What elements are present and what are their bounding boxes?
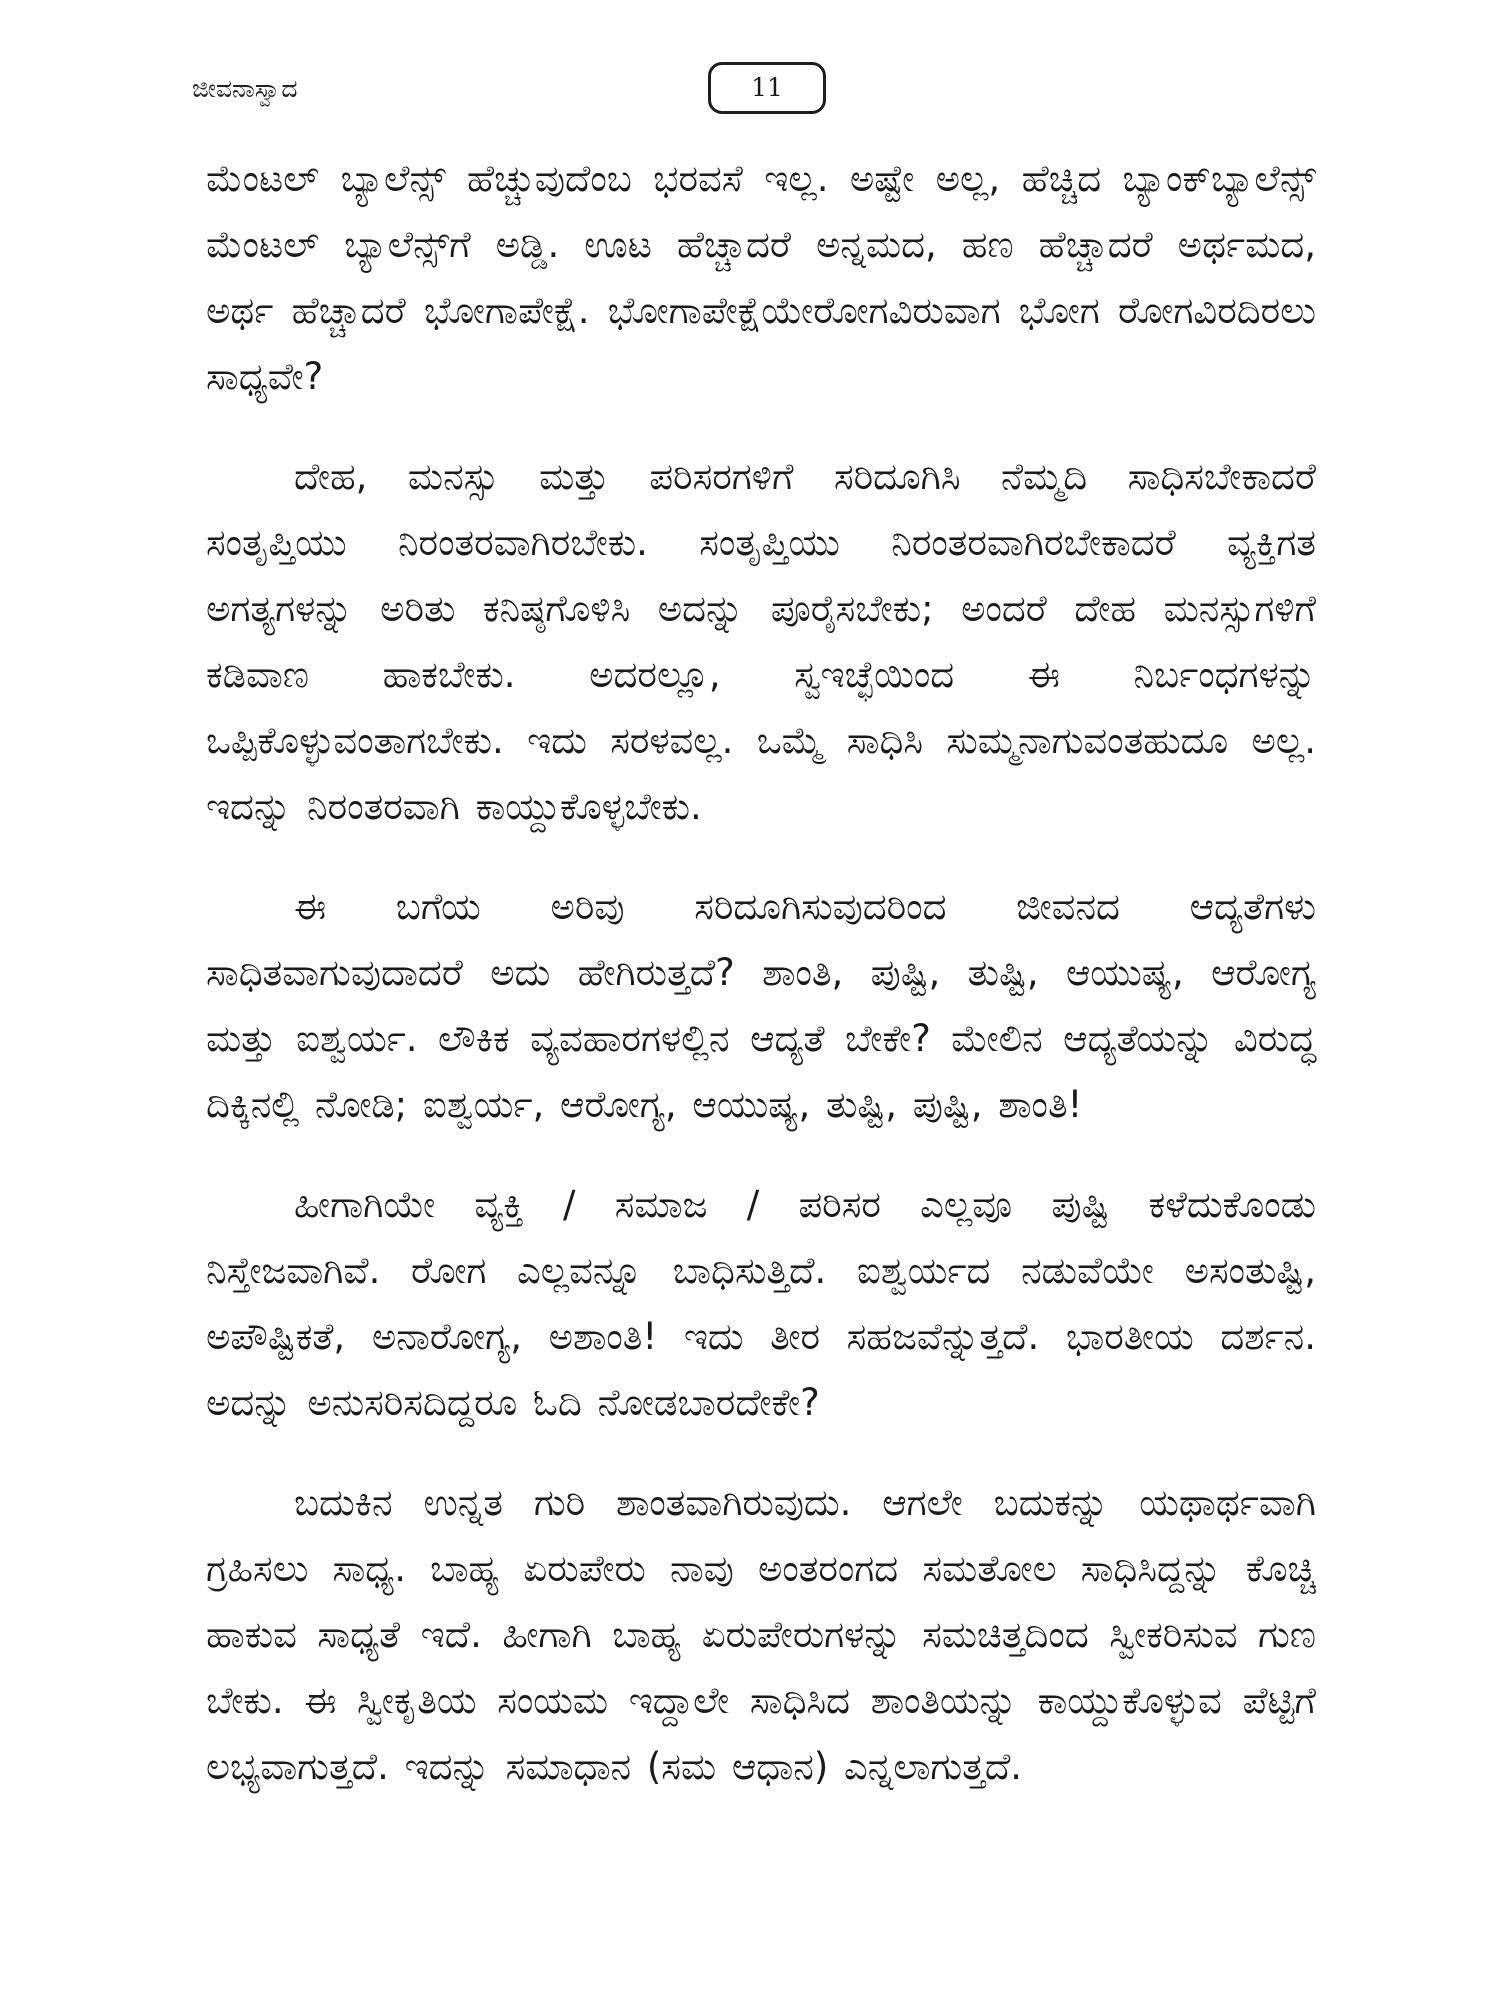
page-number-box: 11 xyxy=(708,62,826,114)
running-header-title: ಜೀವನಾಸ್ವಾದ xyxy=(192,74,298,103)
paragraph-2: ದೇಹ, ಮನಸ್ಸು ಮತ್ತು ಪರಿಸರಗಳಿಗೆ ಸರಿದೂಗಿಸಿ ನೆಮ್ಮದಿ ಸಾಧಿಸಬೇಕಾದರೆ ಸಂತೃಪ್ತಿಯು ನಿರಂತರವಾಗಿರಬೇಕು. ಸಂತೃಪ್ತಿಯು ನಿರಂತರವಾಗಿರಬೇಕಾದರೆ ವ್ಯಕ್ತಿಗತ ಅಗತ್ಯಗಳನ್ನು ಅರಿತು ಕನಿಷ್ಠಗೊಳಿಸಿ ಅದನ್ನು ಪೂರೈಸಬೇಕು; ಅಂದರೆ ದೇಹ ಮನಸ್ಸುಗಳಿಗೆ ಕಡಿವಾಣ ಹಾಕಬೇಕು. ಅದರಲ್ಲೂ, ಸ್ವಇಚ್ಛೆಯಿಂದ ಈ ನಿರ್ಬಂಧಗಳನ್ನು ಒಪ್ಪಿಕೊಳ್ಳುವಂತಾಗಬೇಕು. ಇದು ಸರಳವಲ್ಲ. ಒಮ್ಮೆ ಸಾಧಿಸಿ ಸುಮ್ಮನಾಗುವಂತಹುದೂ ಅಲ್ಲ. ಇದನ್ನು ನಿರಂತರವಾಗಿ ಕಾಯ್ದುಕೊಳ್ಳಬೇಕು. xyxy=(206,455,1316,828)
paragraph-5: ಬದುಕಿನ ಉನ್ನತ ಗುರಿ ಶಾಂತವಾಗಿರುವುದು. ಆಗಲೇ ಬದುಕನ್ನು ಯಥಾರ್ಥವಾಗಿ ಗ್ರಹಿಸಲು ಸಾಧ್ಯ. ಬಾಹ್ಯ ಏರುಪೇರು ನಾವು ಅಂತರಂಗದ ಸಮತೋಲ ಸಾಧಿಸಿದ್ದನ್ನು ಕೊಚ್ಚಿ ಹಾಕುವ ಸಾಧ್ಯತೆ ಇದೆ. ಹೀಗಾಗಿ ಬಾಹ್ಯ ಏರುಪೇರುಗಳನ್ನು ಸಮಚಿತ್ತದಿಂದ ಸ್ವೀಕರಿಸುವ ಗುಣ ಬೇಕು. ಈ ಸ್ವೀಕೃತಿಯ ಸಂಯಮ ಇದ್ದಾಲೇ ಸಾಧಿಸಿದ ಶಾಂತಿಯನ್ನು ಕಾಯ್ದುಕೊಳ್ಳುವ ಪೆಟ್ಟಿಗೆ ಲಭ್ಯವಾಗುತ್ತದೆ. ಇದನ್ನು ಸಮಾಧಾನ (ಸಮ ಆಧಾನ) ಎನ್ನಲಾಗುತ್ತದೆ. xyxy=(206,1481,1316,1788)
body-text xyxy=(206,146,1316,1834)
paragraph-1: ಮೆಂಟಲ್ ಬ್ಯಾಲೆನ್ಸ್ ಹೆಚ್ಚುವುದೆಂಬ ಭರವಸೆ ಇಲ್ಲ. ಅಷ್ಟೇ ಅಲ್ಲ, ಹೆಚ್ಚಿದ ಬ್ಯಾಂಕ್‌ಬ್ಯಾಲೆನ್ಸ್ ಮೆಂಟಲ್ ಬ್ಯಾಲೆನ್ಸ್‌ಗೆ ಅಡ್ಡಿ. ಊಟ ಹೆಚ್ಚಾದರೆ ಅನ್ನಮದ, ಹಣ ಹೆಚ್ಚಾದರೆ ಅರ್ಥಮದ, ಅರ್ಥ ಹೆಚ್ಚಾದರೆ ಭೋಗಾಪೇಕ್ಷೆ. ಭೋಗಾಪೇಕ್ಷೆಯೇರೋಗವಿರುವಾಗ ಭೋಗ ರೋಗವಿರದಿರಲು ಸಾಧ್ಯವೇ? xyxy=(206,157,1316,398)
paragraph-4: ಹೀಗಾಗಿಯೇ ವ್ಯಕ್ತಿ / ಸಮಾಜ / ಪರಿಸರ ಎಲ್ಲವೂ ಪುಷ್ಟಿ ಕಳೆದುಕೊಂಡು ನಿಸ್ತೇಜವಾಗಿವೆ. ರೋಗ ಎಲ್ಲವನ್ನೂ ಬಾಧಿಸುತ್ತಿದೆ. ಐಶ್ವರ್ಯದ ನಡುವೆಯೇ ಅಸಂತುಷ್ಟಿ, ಅಪೌಷ್ಟಿಕತೆ, ಅನಾರೋಗ್ಯ, ಅಶಾಂತಿ! ಇದು ತೀರ ಸಹಜವೆನ್ನುತ್ತದೆ. ಭಾರತೀಯ ದರ್ಶನ. ಅದನ್ನು ಅನುಸರಿಸದಿದ್ದರೂ ಓದಿ ನೋಡಬಾರದೇಕೇ? xyxy=(206,1183,1316,1424)
paragraph-3: ಈ ಬಗೆಯ ಅರಿವು ಸರಿದೂಗಿಸುವುದರಿಂದ ಜೀವನದ ಆದ್ಯತೆಗಳು ಸಾಧಿತವಾಗುವುದಾದರೆ ಅದು ಹೇಗಿರುತ್ತದೆ? ಶಾಂತಿ, ಪುಷ್ಟಿ, ತುಷ್ಟಿ, ಆಯುಷ್ಯ, ಆರೋಗ್ಯ ಮತ್ತು ಐಶ್ವರ್ಯ. ಲೌಕಿಕ ವ್ಯವಹಾರಗಳಲ್ಲಿನ ಆದ್ಯತೆ ಬೇಕೇ? ಮೇಲಿನ ಆದ್ಯತೆಯನ್ನು ವಿರುದ್ಧ ದಿಕ್ಕಿನಲ್ಲಿ ನೋಡಿ; ಐಶ್ವರ್ಯ, ಆರೋಗ್ಯ, ಆಯುಷ್ಯ, ತುಷ್ಟಿ, ಪುಷ್ಟಿ, ಶಾಂತಿ! xyxy=(206,885,1316,1126)
